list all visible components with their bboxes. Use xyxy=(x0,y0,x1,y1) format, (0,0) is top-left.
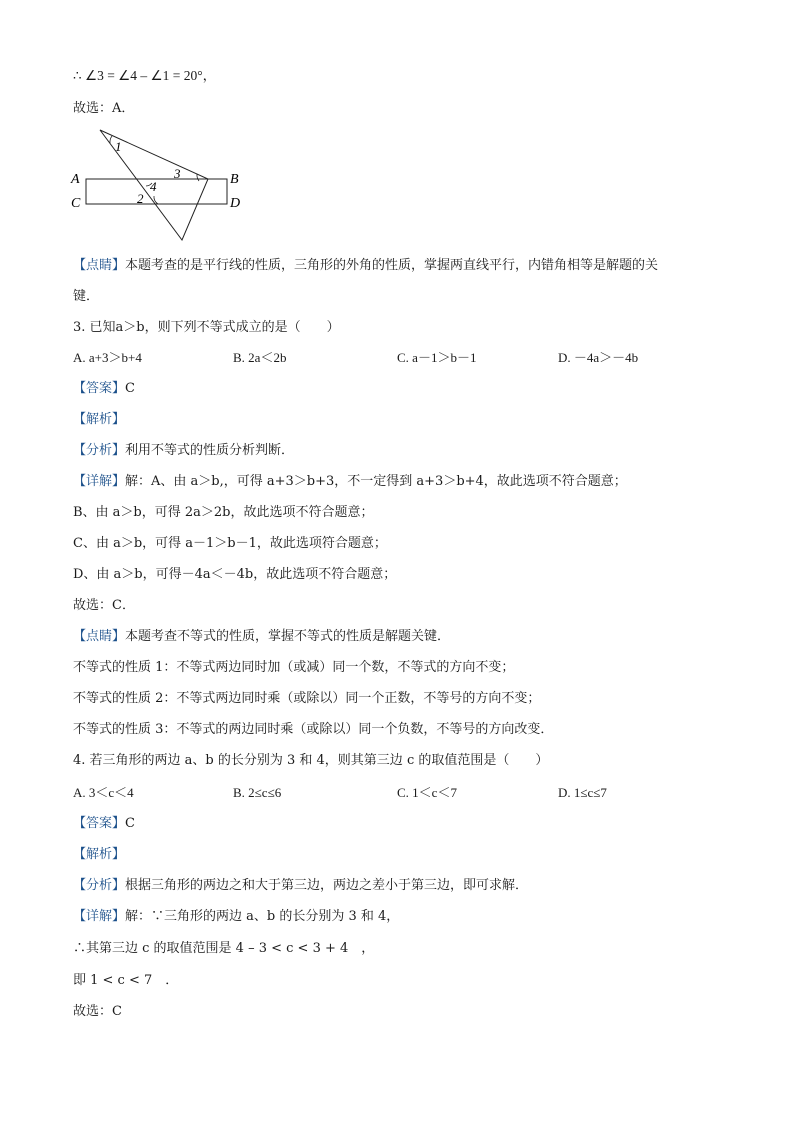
dianjing-cont: 键． xyxy=(73,289,100,304)
q4-choice: 故选：C xyxy=(73,1004,122,1019)
label-C: C xyxy=(71,196,81,211)
dianjing-tag: 【点睛】 xyxy=(73,258,126,273)
q3-fenxi-tag: 【分析】 xyxy=(73,443,126,458)
q3-fenxi: 利用不等式的性质分析判断． xyxy=(125,443,295,458)
solution-line: ∴ ∠3 = ∠4 – ∠1 = 20°， xyxy=(73,68,217,83)
q3-answer-line xyxy=(73,380,135,398)
angle-1-arc xyxy=(110,136,112,143)
dianjing-text: 本题考查的是平行线的性质，三角形的外角的性质，掌握两直线平行，内错角相等是解题的关 xyxy=(125,258,659,273)
geometry-figure xyxy=(66,126,256,244)
q4-fenxi-line xyxy=(73,877,528,895)
q3-stem: 3. 已知a＞b，则下列不等式成立的是（ ） xyxy=(73,320,340,335)
q4-option-c: C. 1＜c＜7 xyxy=(397,785,457,800)
q3-property-1: 不等式的性质 1：不等式两边同时加（或减）同一个数，不等式的方向不变； xyxy=(73,660,515,675)
label-3: 3 xyxy=(174,166,181,181)
q3-xiangjie-tag: 【详解】 xyxy=(73,474,126,489)
q3-c-line: C、由 a＞b，可得 a－1＞b－1，故此选项符合题意； xyxy=(73,536,387,551)
q3-choice: 故选：C． xyxy=(73,598,135,613)
q3-dianjing-line xyxy=(73,628,450,646)
label-4: 4 xyxy=(150,179,157,194)
parallel-strip xyxy=(86,179,227,204)
q3-option-a: A. a+3＞b+4 xyxy=(73,350,142,365)
dianjing-line xyxy=(73,257,658,275)
q4-ji: 即 1 < c < 7 ． xyxy=(73,973,179,988)
q3-dianjing: 本题考查不等式的性质，掌握不等式的性质是解题关键． xyxy=(125,629,451,644)
solution-choice: 故选：A． xyxy=(73,101,135,116)
label-A: A xyxy=(71,172,80,187)
q4-option-d: D. 1≤c≤7 xyxy=(558,785,607,800)
q4-xiangjie-line xyxy=(73,908,399,926)
label-1: 1 xyxy=(115,139,122,154)
q3-jiexi-tag: 【解析】 xyxy=(73,412,126,427)
q3-d-line: D、由 a＞b，可得－4a＜－4b，故此选项不符合题意； xyxy=(73,567,397,582)
q3-xiangjie: 解：A、由 a＞b,，可得 a+3＞b+3，不一定得到 a+3＞b+4，故此选项不符合题意； xyxy=(125,474,627,489)
q4-fenxi-tag: 【分析】 xyxy=(73,878,126,893)
q3-option-c: C. a－1＞b－1 xyxy=(397,350,477,365)
q3-b-line: B、由 a＞b，可得 2a＞2b，故此选项不符合题意； xyxy=(73,505,374,520)
label-D: D xyxy=(230,196,241,211)
label-2: 2 xyxy=(137,191,144,206)
q4-xiangjie-tag: 【详解】 xyxy=(73,909,126,924)
q4-xiangjie: 解：∵三角形的两边 a、b 的长分别为 3 和 4， xyxy=(125,909,400,924)
q3-xiangjie-line xyxy=(73,473,627,491)
q4-fenxi: 根据三角形的两边之和大于第三边，两边之差小于第三边，即可求解． xyxy=(125,878,529,893)
q4-jiexi-tag: 【解析】 xyxy=(73,847,126,862)
q3-property-2: 不等式的性质 2：不等式两边同时乘（或除以）同一个正数，不等号的方向不变； xyxy=(73,691,541,706)
q3-answer: C xyxy=(125,381,135,396)
q3-property-3: 不等式的性质 3：不等式的两边同时乘（或除以）同一个负数，不等号的方向改变． xyxy=(73,722,554,737)
label-B: B xyxy=(230,172,239,187)
q4-option-a: A. 3＜c＜4 xyxy=(73,785,134,800)
q4-answer-line xyxy=(73,815,135,833)
q3-fenxi-line xyxy=(73,442,294,460)
q3-answer-tag: 【答案】 xyxy=(73,381,126,396)
q4-answer: C xyxy=(125,816,135,831)
q4-range: ∴其第三边 c 的取值范围是 4 – 3 < c < 3 + 4 ， xyxy=(73,941,375,956)
q3-option-b: B. 2a＜2b xyxy=(233,350,287,365)
q4-answer-tag: 【答案】 xyxy=(73,816,126,831)
q3-dianjing-tag: 【点睛】 xyxy=(73,629,126,644)
q4-option-b: B. 2≤c≤6 xyxy=(233,785,282,800)
q3-option-d: D. －4a＞－4b xyxy=(558,350,639,365)
q4-stem: 4. 若三角形的两边 a、b 的长分别为 3 和 4，则其第三边 c 的取值范围是（ ） xyxy=(73,753,549,768)
